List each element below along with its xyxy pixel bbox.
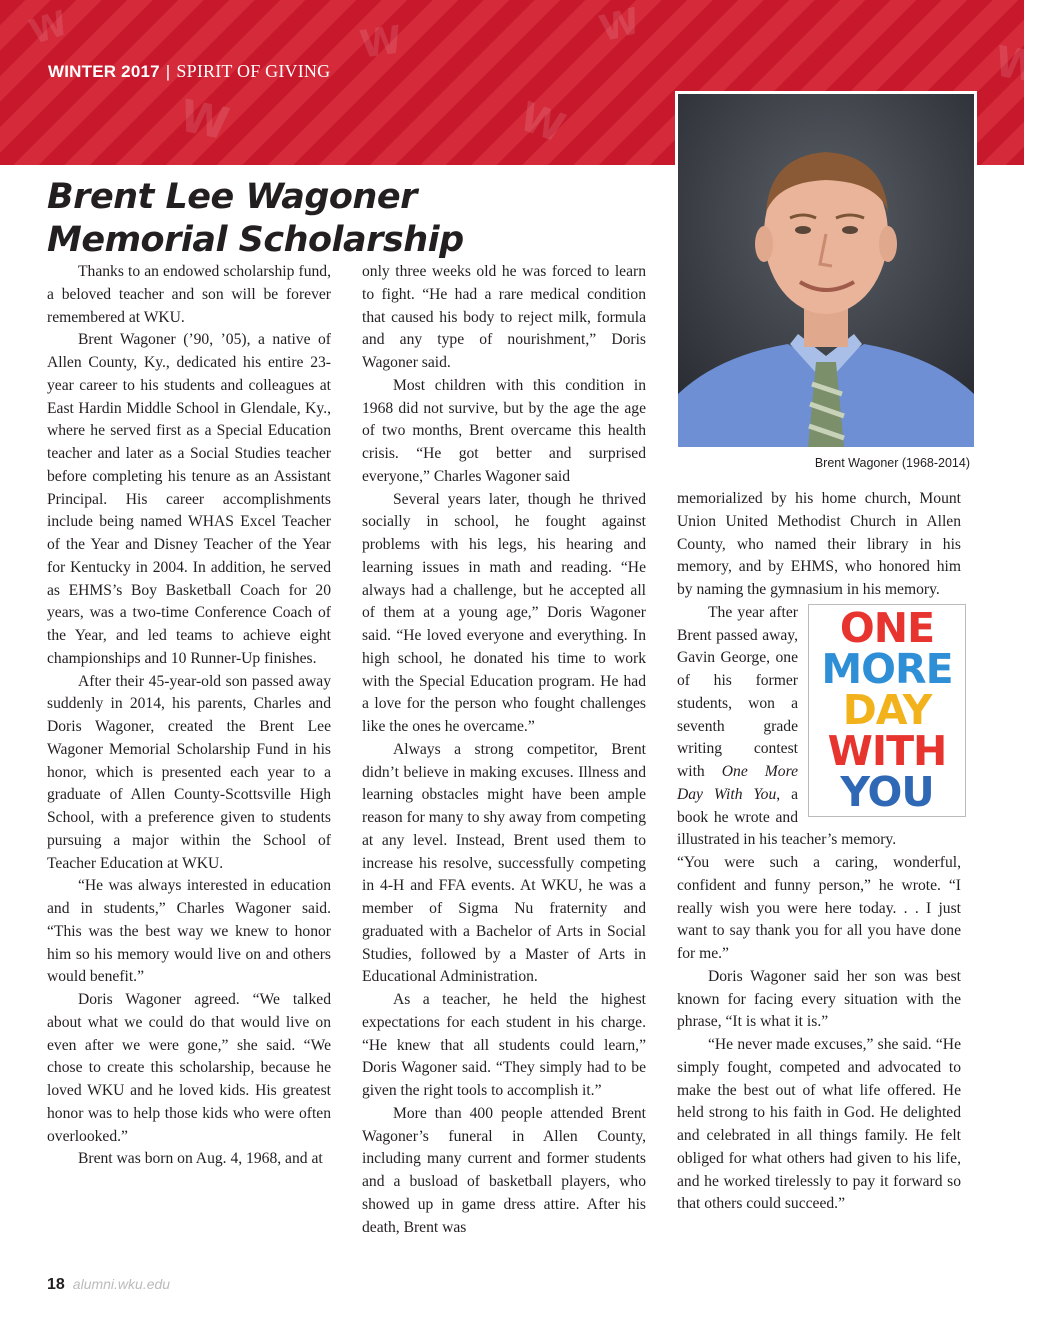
book-title: One More Day With You — [677, 763, 799, 803]
book-cover-word: ONE — [839, 603, 935, 652]
paragraph: Brent Wagoner (’90, ’05), a native of Allen County, Ky., dedicated his entire 23-year career to his students and colleagues at East Hardin Middle School in Glendale, Ky., where he served first as a Special Education teacher and later as a Social Studies teacher before completing his tenure as an Assistant Principal. His career accomplishments include being named WHAS Excel Teacher of the Year and Disney Teacher of the Year for Kentucky in 2004. In addition, he served as EHMS’s Boy Basketball Coach for 20 years, was a two-time Conference Coach of the Year, and led teams to achieve eight championships and 10 Runner-Up finishes. — [47, 331, 331, 667]
book-cover-word: YOU — [840, 767, 934, 816]
section-label: SPIRIT OF GIVING — [176, 61, 331, 81]
portrait-illustration — [678, 94, 974, 447]
paragraph: Brent was born on Aug. 4, 1968, and at — [78, 1150, 323, 1168]
wku-pattern-mark: W — [357, 17, 405, 67]
paragraph: Thanks to an endowed scholarship fund, a beloved teacher and son will be forever remembered at WKU. — [47, 263, 331, 326]
paragraph: Several years later, though he thrived socially in school, he fought against problems with his legs, his hearing and learning issues in math and reading. “He always had a challenge, but he accepted all of them at a young age,” Doris Wagoner said. “He loved everyone and everything. In high school, he donated his time to work with the Special Education program. He had a love for the person who fought challenges like the ones he overcame.” — [362, 490, 646, 735]
photo-caption: Brent Wagoner (1968-2014) — [814, 456, 970, 470]
paragraph: “He never made excuses,” she said. “He simply fought, competed and advocated to make the best out of what life offered. He held strong to his faith in God. He delighted and celebrated in all things family. He felt obliged for what others had given to his life, and he worked tirelessly to pay it forward so that others could succeed.” — [677, 1036, 961, 1213]
paragraph: “He was always interested in education and in students,” Charles Wagoner said. “This was the best way we knew to honor him so his memory would live on and others would benefit.” — [47, 877, 331, 986]
paragraph: Doris Wagoner agreed. “We talked about what we could do that would live on even after we were gone,” she said. “We chose to create this scholarship, because he loved WKU and he loved kids. His greatest honor was to help those kids who were often overlooked.” — [47, 991, 331, 1145]
book-cover-word: DAY — [842, 685, 932, 734]
article-column-1 — [47, 261, 331, 1171]
wrap-text-pre: The year after Brent passed away, Gavin George, one of his former students, won a seventh grade writing contest with — [677, 603, 798, 780]
wku-pattern-mark: W — [175, 90, 234, 151]
portrait-photo-frame — [675, 91, 977, 450]
wku-pattern-mark: W — [513, 93, 571, 153]
paragraph-with-book — [677, 602, 961, 852]
paragraph: More than 400 people attended Brent Wagoner’s funeral in Allen County, including many current and former students and a busload of basketball players, who showed up in game dress attire. After his death, Brent was — [362, 1104, 646, 1236]
article-title — [47, 176, 464, 262]
book-cover-word: WITH — [827, 726, 947, 775]
wku-pattern-mark: W — [991, 36, 1045, 93]
issue-header — [48, 61, 330, 82]
page-number: 18 — [47, 1276, 65, 1293]
title-line-1: Brent Lee Wagoner — [47, 177, 417, 217]
wku-pattern-mark: W — [24, 3, 73, 53]
portrait-photo — [678, 94, 974, 447]
paragraph: Always a strong competitor, Brent didn’t believe in making excuses. Illness and learning obstacles might have been ample reason for many to shy away from competing at any level. Instead, Brent used them to increase his resolve, successfully competing in 4-H and FFA events. At WKU, he was a member of Sigma Nu fraternity and graduated with a Bachelor of Arts in Social Studies, followed by a Master of Arts in Educational Administration. — [362, 740, 646, 986]
wrap-text-post: , a book he wrote and illustrated in his teacher’s memory. — [677, 785, 897, 849]
header-separator: | — [165, 62, 171, 81]
paragraph: As a teacher, he held the highest expectations for each student in his charge. “He knew that all students could learn,” Doris Wagoner said. “They simply had to be given the right tools to accomplish it.” — [362, 991, 646, 1099]
site-url: alumni.wku.edu — [72, 1276, 171, 1292]
book-cover-image — [808, 604, 966, 817]
paragraph: memorialized by his home church, Mount Union United Methodist Church in Allen County, who named their library in his memory, and by EHMS, who honored him by naming the gymnasium in his memory. — [677, 490, 961, 598]
issue-label: WINTER 2017 — [48, 62, 160, 81]
book-cover-word: MORE — [821, 644, 953, 693]
title-line-2: Memorial Scholarship — [47, 220, 464, 260]
article-column-2 — [362, 261, 646, 1239]
paragraph: “You were such a caring, wonderful, confident and funny person,” he wrote. “I really wish you were here today. . . I just want to say thank you for all you have done for me.” — [677, 854, 961, 962]
paragraph: only three weeks old he was forced to learn to fight. “He had a rare medical condition that caused his body to reject milk, formula and any type of nourishment,” Doris Wagoner said. — [362, 263, 646, 371]
wku-pattern-mark: W — [595, 0, 645, 51]
article-column-3 — [677, 488, 961, 1216]
paragraph: Most children with this condition in 1968 did not survive, but by the age the age of two months, Brent overcame this health crisis. “He got better and surprised everyone,” Charles Wagoner said — [362, 376, 646, 485]
paragraph: After their 45-year-old son passed away suddenly in 2014, his parents, Charles and Doris Wagoner, created the Brent Lee Wagoner Memorial Scholarship Fund in his honor, which is presented each year to a graduate of Allen County-Scottsville High School, with a preference given to students pursuing a major within the School of Teacher Education at WKU. — [47, 672, 331, 872]
paragraph: Doris Wagoner said her son was best known for facing every situation with the phrase, “It is what it is.” — [677, 967, 961, 1031]
page-footer — [47, 1276, 170, 1294]
